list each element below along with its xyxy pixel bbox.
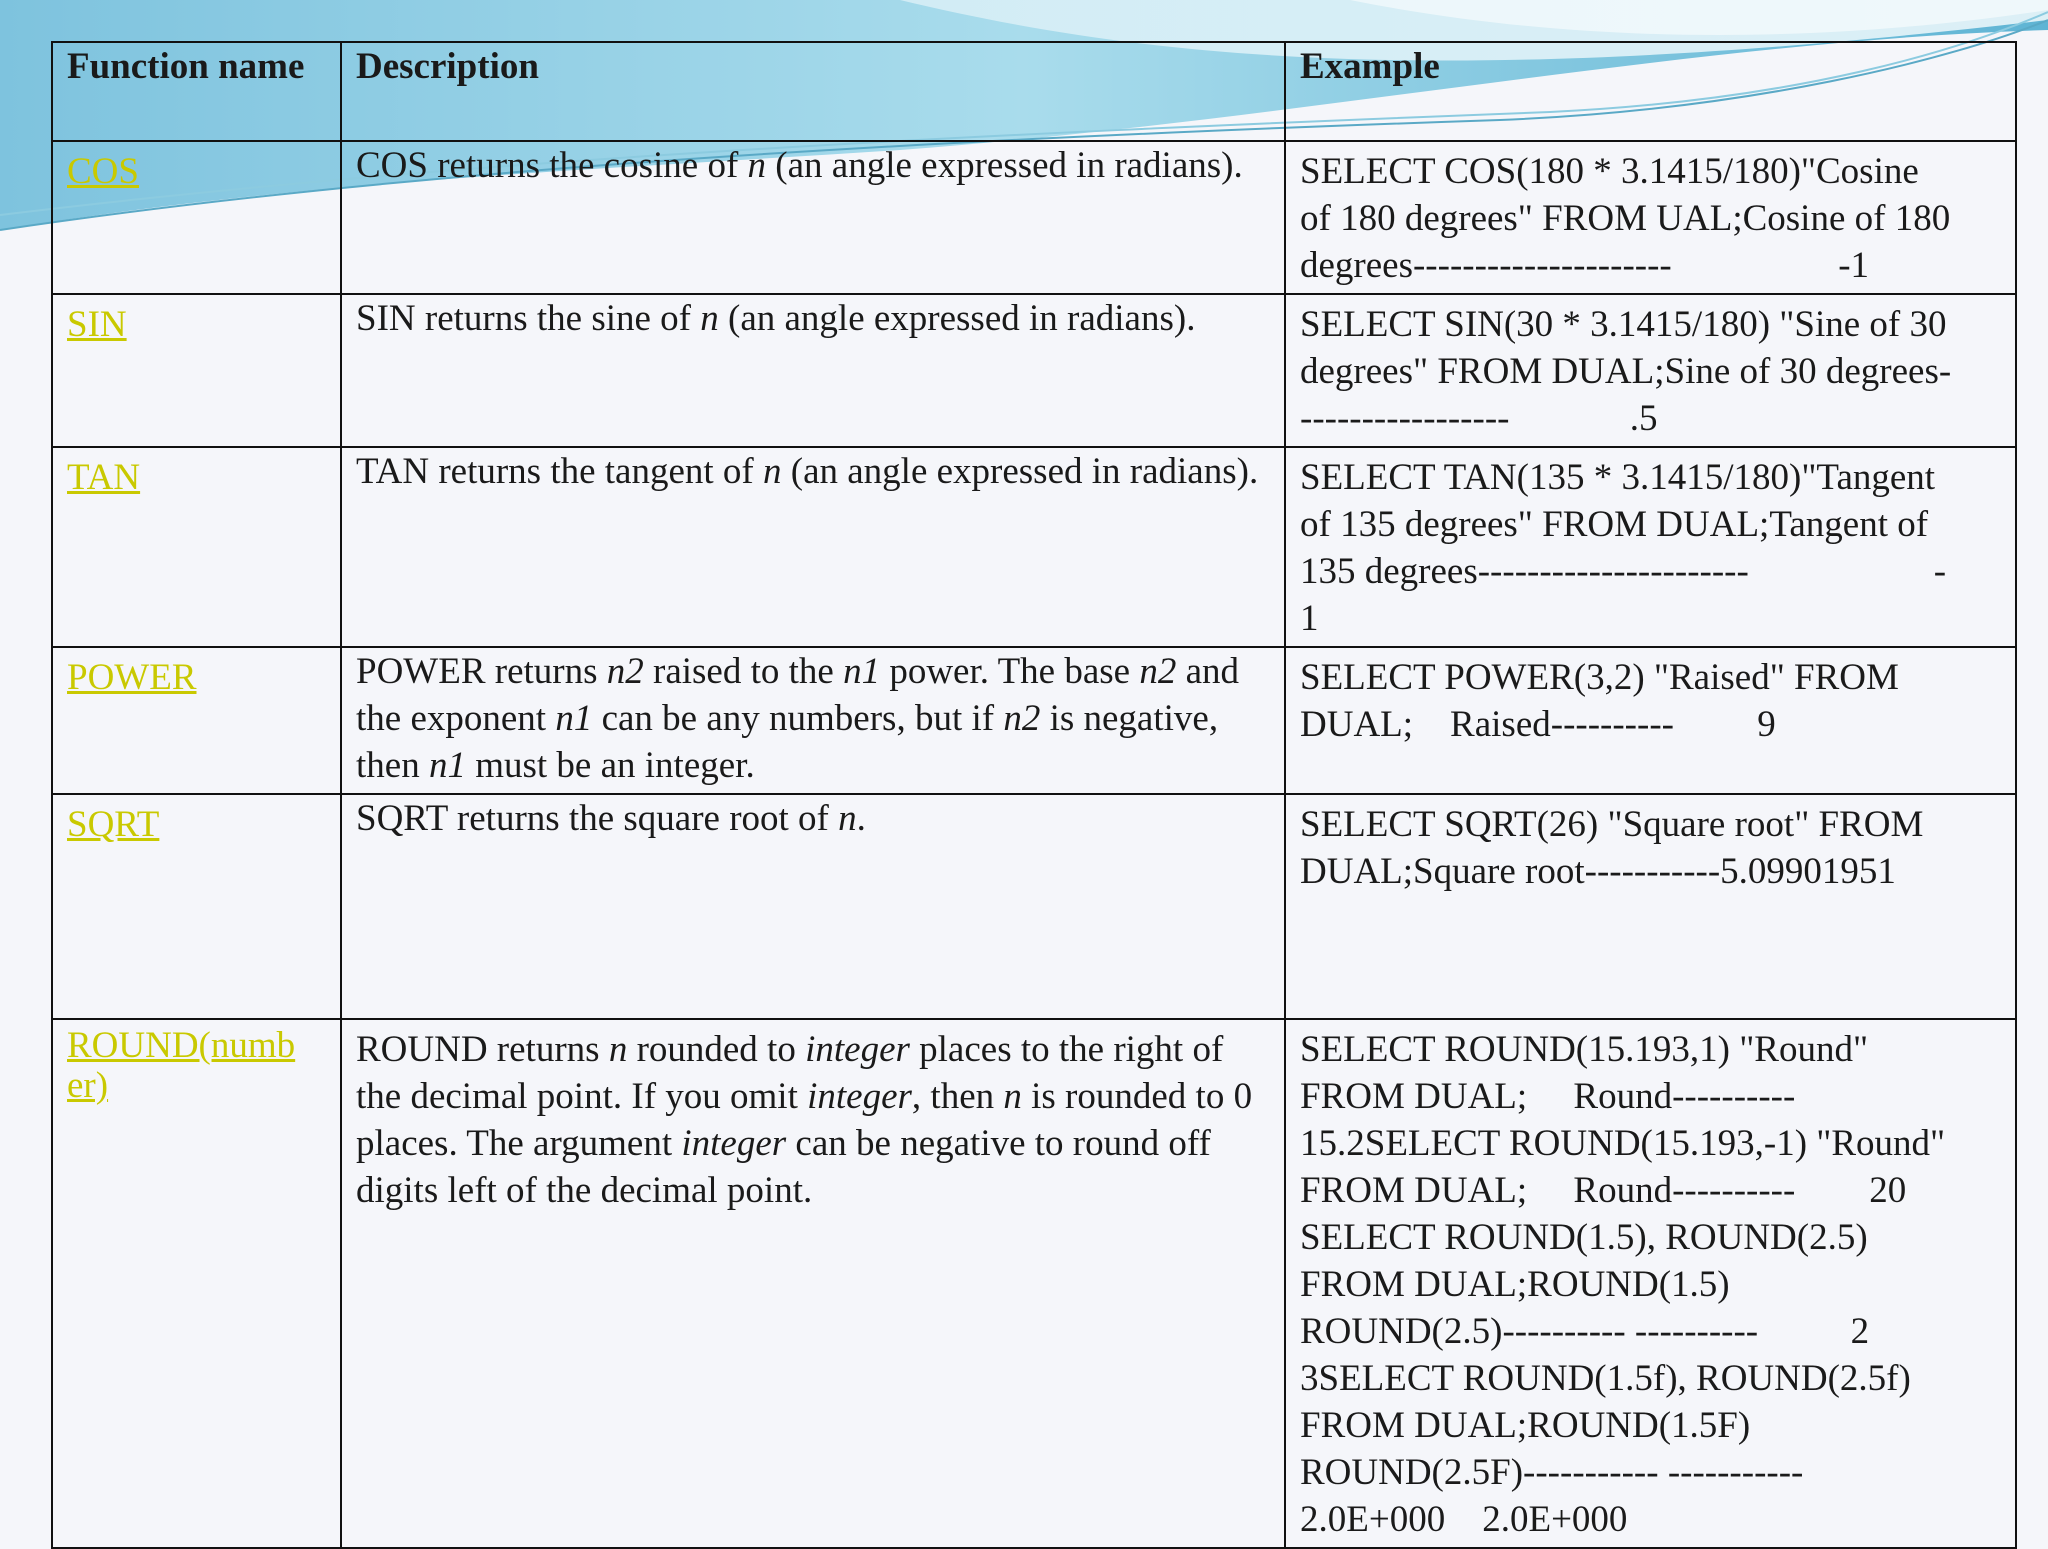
example-cell: SELECT COS(180 * 3.1415/180)"Cosine of 180 degrees" FROM UAL;Cosine of 180 degrees--------------------- -1 [1285,141,2016,294]
function-name-cell [52,647,341,794]
function-name-cell [52,141,341,294]
header-row [52,42,2016,141]
function-name-cell [52,294,341,447]
header-description: Description [341,42,1285,141]
example-cell: SELECT SIN(30 * 3.1415/180) "Sine of 30 degrees" FROM DUAL;Sine of 30 degrees- ----------------- .5 [1285,294,2016,447]
description-cell: COS returns the cosine of n (an angle expressed in radians). [341,141,1285,294]
table-row [52,447,2016,647]
function-name-cell [52,794,341,1019]
description-cell: TAN returns the tangent of n (an angle expressed in radians). [341,447,1285,647]
function-link-sin[interactable]: SIN [67,304,127,345]
function-link-power[interactable]: POWER [67,657,197,698]
table-row [52,794,2016,1019]
function-link-sqrt[interactable]: SQRT [67,804,160,845]
header-function-name: Function name [52,42,341,141]
description-cell: ROUND returns n rounded to integer places to the right of the decimal point. If you omit integer, then n is rounded to 0 places. The argument integer can be negative to round off digits left of the decimal point. [341,1019,1285,1548]
description-cell: SIN returns the sine of n (an angle expressed in radians). [341,294,1285,447]
table-row [52,294,2016,447]
table-row [52,1019,2016,1548]
table-row [52,647,2016,794]
functions-table [51,41,2017,1549]
example-cell: SELECT TAN(135 * 3.1415/180)"Tangent of 135 degrees" FROM DUAL;Tangent of 135 degrees---------------------- - 1 [1285,447,2016,647]
example-cell: SELECT POWER(3,2) "Raised" FROM DUAL; Raised---------- 9 [1285,647,2016,794]
description-cell: POWER returns n2 raised to the n1 power. The base n2 and the exponent n1 can be any numbers, but if n2 is negative, then n1 must be an integer. [341,647,1285,794]
function-name-cell [52,447,341,647]
example-cell: SELECT ROUND(15.193,1) "Round" FROM DUAL; Round---------- 15.2SELECT ROUND(15.193,-1) "Round" FROM DUAL; Round---------- 20 SELECT ROUND(1.5), ROUND(2.5) FROM DUAL;ROUND(1.5) ROUND(2.5)---------- ---------- 2 3SELECT ROUND(1.5f), ROUND(2.5f) FROM DUAL;ROUND(1.5F) ROUND(2.5F)----------- ----------- 2.0E+000 2.0E+000 [1285,1019,2016,1548]
description-cell: SQRT returns the square root of n. [341,794,1285,1019]
table-row [52,141,2016,294]
function-link-round[interactable]: ROUND(numb er) [67,1025,296,1106]
function-name-cell [52,1019,341,1548]
header-example: Example [1285,42,2016,141]
function-link-tan[interactable]: TAN [67,457,141,498]
example-cell: SELECT SQRT(26) "Square root" FROM DUAL;Square root-----------5.09901951 [1285,794,2016,1019]
function-link-cos[interactable]: COS [67,151,139,192]
